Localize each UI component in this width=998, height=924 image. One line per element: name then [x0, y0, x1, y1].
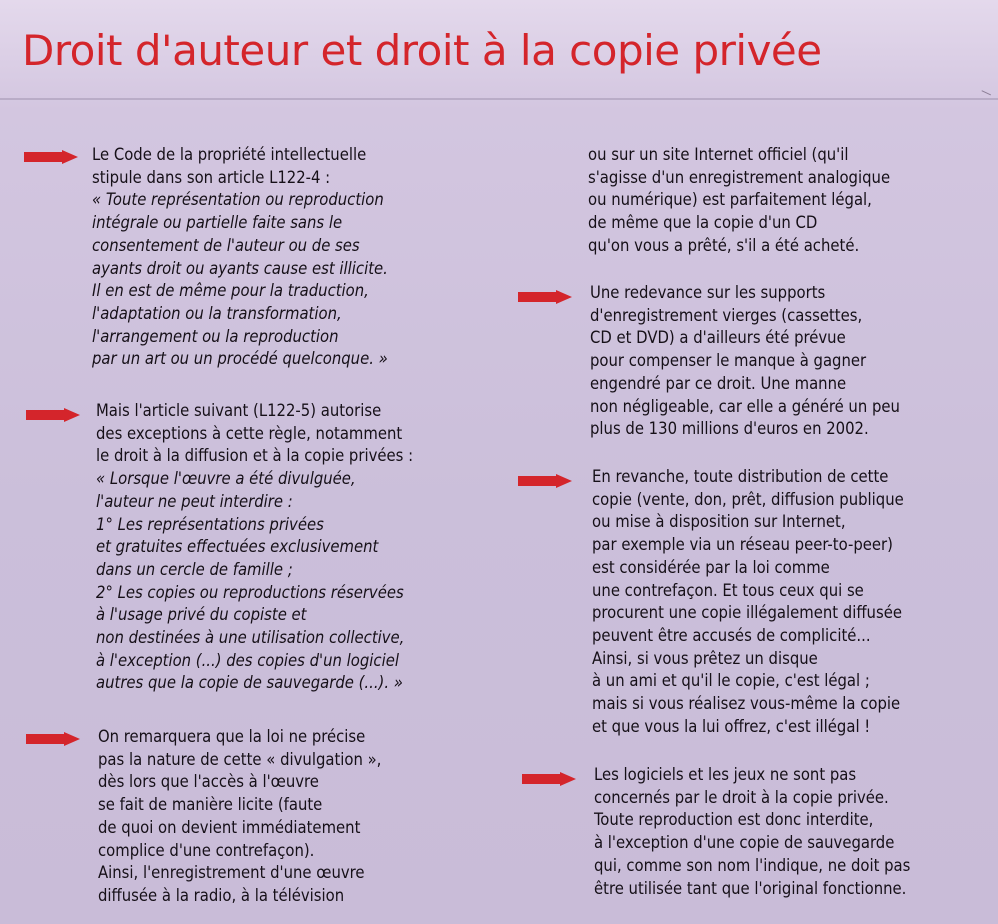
text-line: pas la nature de cette « divulgation », — [98, 749, 382, 769]
text-line: non destinées à une utilisation collective, — [96, 628, 405, 648]
text-line: engendré par ce droit. Une manne — [590, 373, 847, 393]
text-line: copie (vente, don, prêt, diffusion publique — [592, 489, 904, 509]
page-title: Droit d'auteur et droit à la copie privée — [22, 26, 822, 75]
text-line: ou mise à disposition sur Internet, — [592, 512, 846, 532]
paragraph — [594, 764, 910, 900]
text-line: de quoi on devient immédiatement — [98, 817, 361, 837]
text-line: par exemple via un réseau peer-to-peer) — [592, 535, 893, 555]
text-line: et que vous la lui offrez, c'est illégal ! — [592, 716, 871, 736]
text-line: En revanche, toute distribution de cette — [592, 467, 889, 486]
text-line: concernés par le droit à la copie privée. — [594, 787, 889, 807]
text-line: se fait de manière licite (faute — [98, 795, 323, 815]
text-line: « Lorsque l'œuvre a été divulguée, — [96, 469, 356, 489]
paragraph — [98, 726, 381, 908]
text-line: 1° Les représentations privées — [96, 514, 324, 534]
text-line: diffusée à la radio, à la télévision — [98, 885, 345, 905]
text-line: à l'exception d'une copie de sauvegarde — [594, 833, 895, 853]
text-line: autres que la copie de sauvegarde (...). » — [96, 673, 403, 693]
red-arrow-icon — [26, 732, 80, 746]
text-line: d'enregistrement vierges (cassettes, — [590, 305, 863, 325]
text-line: consentement de l'auteur ou de ses — [92, 235, 360, 255]
text-line: dès lors que l'accès à l'œuvre — [98, 772, 319, 792]
text-line: Ainsi, si vous prêtez un disque — [592, 648, 818, 668]
text-line: à un ami et qu'il le copie, c'est légal ; — [592, 671, 870, 691]
text-line: pour compenser le manque à gagner — [590, 351, 867, 371]
text-line: dans un cercle de famille ; — [96, 559, 293, 579]
text-line: complice d'une contrefaçon). — [98, 840, 315, 860]
text-line: le droit à la diffusion et à la copie privées : — [96, 446, 414, 466]
text-line: l'adaptation ou la transformation, — [92, 303, 342, 323]
text-line: Le Code de la propriété intellectuelle — [92, 145, 367, 164]
text-line: mais si vous réalisez vous-même la copie — [592, 694, 901, 714]
text-line: qui, comme son nom l'indique, ne doit pas — [594, 855, 911, 875]
text-line: intégrale ou partielle faite sans le — [92, 213, 343, 233]
text-line: « Toute représentation ou reproduction — [92, 190, 384, 210]
paragraph — [592, 466, 904, 738]
text-line: est considérée par la loi comme — [592, 557, 830, 577]
text-line: à l'usage privé du copiste et — [96, 605, 307, 625]
red-arrow-icon — [522, 772, 576, 786]
text-line: stipule dans son article L122-4 : — [92, 167, 331, 187]
paragraph — [92, 144, 388, 371]
text-line: peuvent être accusés de complicité... — [592, 625, 871, 645]
title-divider — [0, 98, 998, 100]
red-arrow-icon — [518, 290, 572, 304]
text-line: de même que la copie d'un CD — [588, 213, 818, 233]
text-line: Toute reproduction est donc interdite, — [594, 810, 874, 830]
paragraph — [588, 144, 890, 258]
text-line: être utilisée tant que l'original fonctionne. — [594, 878, 907, 898]
red-arrow-icon — [26, 408, 80, 422]
red-arrow-icon — [24, 150, 78, 164]
text-line: une contrefaçon. Et tous ceux qui se — [592, 580, 864, 600]
text-line: s'agisse d'un enregistrement analogique — [588, 167, 891, 187]
text-line: des exceptions à cette règle, notamment — [96, 423, 403, 443]
text-line: 2° Les copies ou reproductions réservées — [96, 582, 404, 602]
text-line: On remarquera que la loi ne précise — [98, 727, 366, 746]
paragraph — [590, 282, 900, 441]
text-line: Les logiciels et les jeux ne sont pas — [594, 765, 857, 784]
text-line: à l'exception (...) des copies d'un logiciel — [96, 650, 399, 670]
text-line: CD et DVD) a d'ailleurs été prévue — [590, 328, 846, 348]
text-line: Une redevance sur les supports — [590, 283, 826, 302]
text-line: plus de 130 millions d'euros en 2002. — [590, 419, 869, 439]
text-line: l'auteur ne peut interdire : — [96, 491, 293, 511]
text-line: qu'on vous a prêté, s'il a été acheté. — [588, 235, 860, 255]
text-line: par un art ou un procédé quelconque. » — [92, 349, 388, 369]
paragraph — [96, 400, 413, 695]
text-line: Ainsi, l'enregistrement d'une œuvre — [98, 863, 365, 883]
text-line: Il en est de même pour la traduction, — [92, 281, 369, 301]
text-line: ou numérique) est parfaitement légal, — [588, 190, 872, 210]
text-line: procurent une copie illégalement diffusée — [592, 603, 902, 623]
text-line: ou sur un site Internet officiel (qu'il — [588, 145, 849, 164]
text-line: et gratuites effectuées exclusivement — [96, 537, 379, 557]
red-arrow-icon — [518, 474, 572, 488]
text-line: non négligeable, car elle a généré un peu — [590, 396, 900, 416]
text-line: ayants droit ou ayants cause est illicite. — [92, 258, 388, 278]
text-line: Mais l'article suivant (L122-5) autorise — [96, 401, 382, 420]
text-line: l'arrangement ou la reproduction — [92, 326, 339, 346]
